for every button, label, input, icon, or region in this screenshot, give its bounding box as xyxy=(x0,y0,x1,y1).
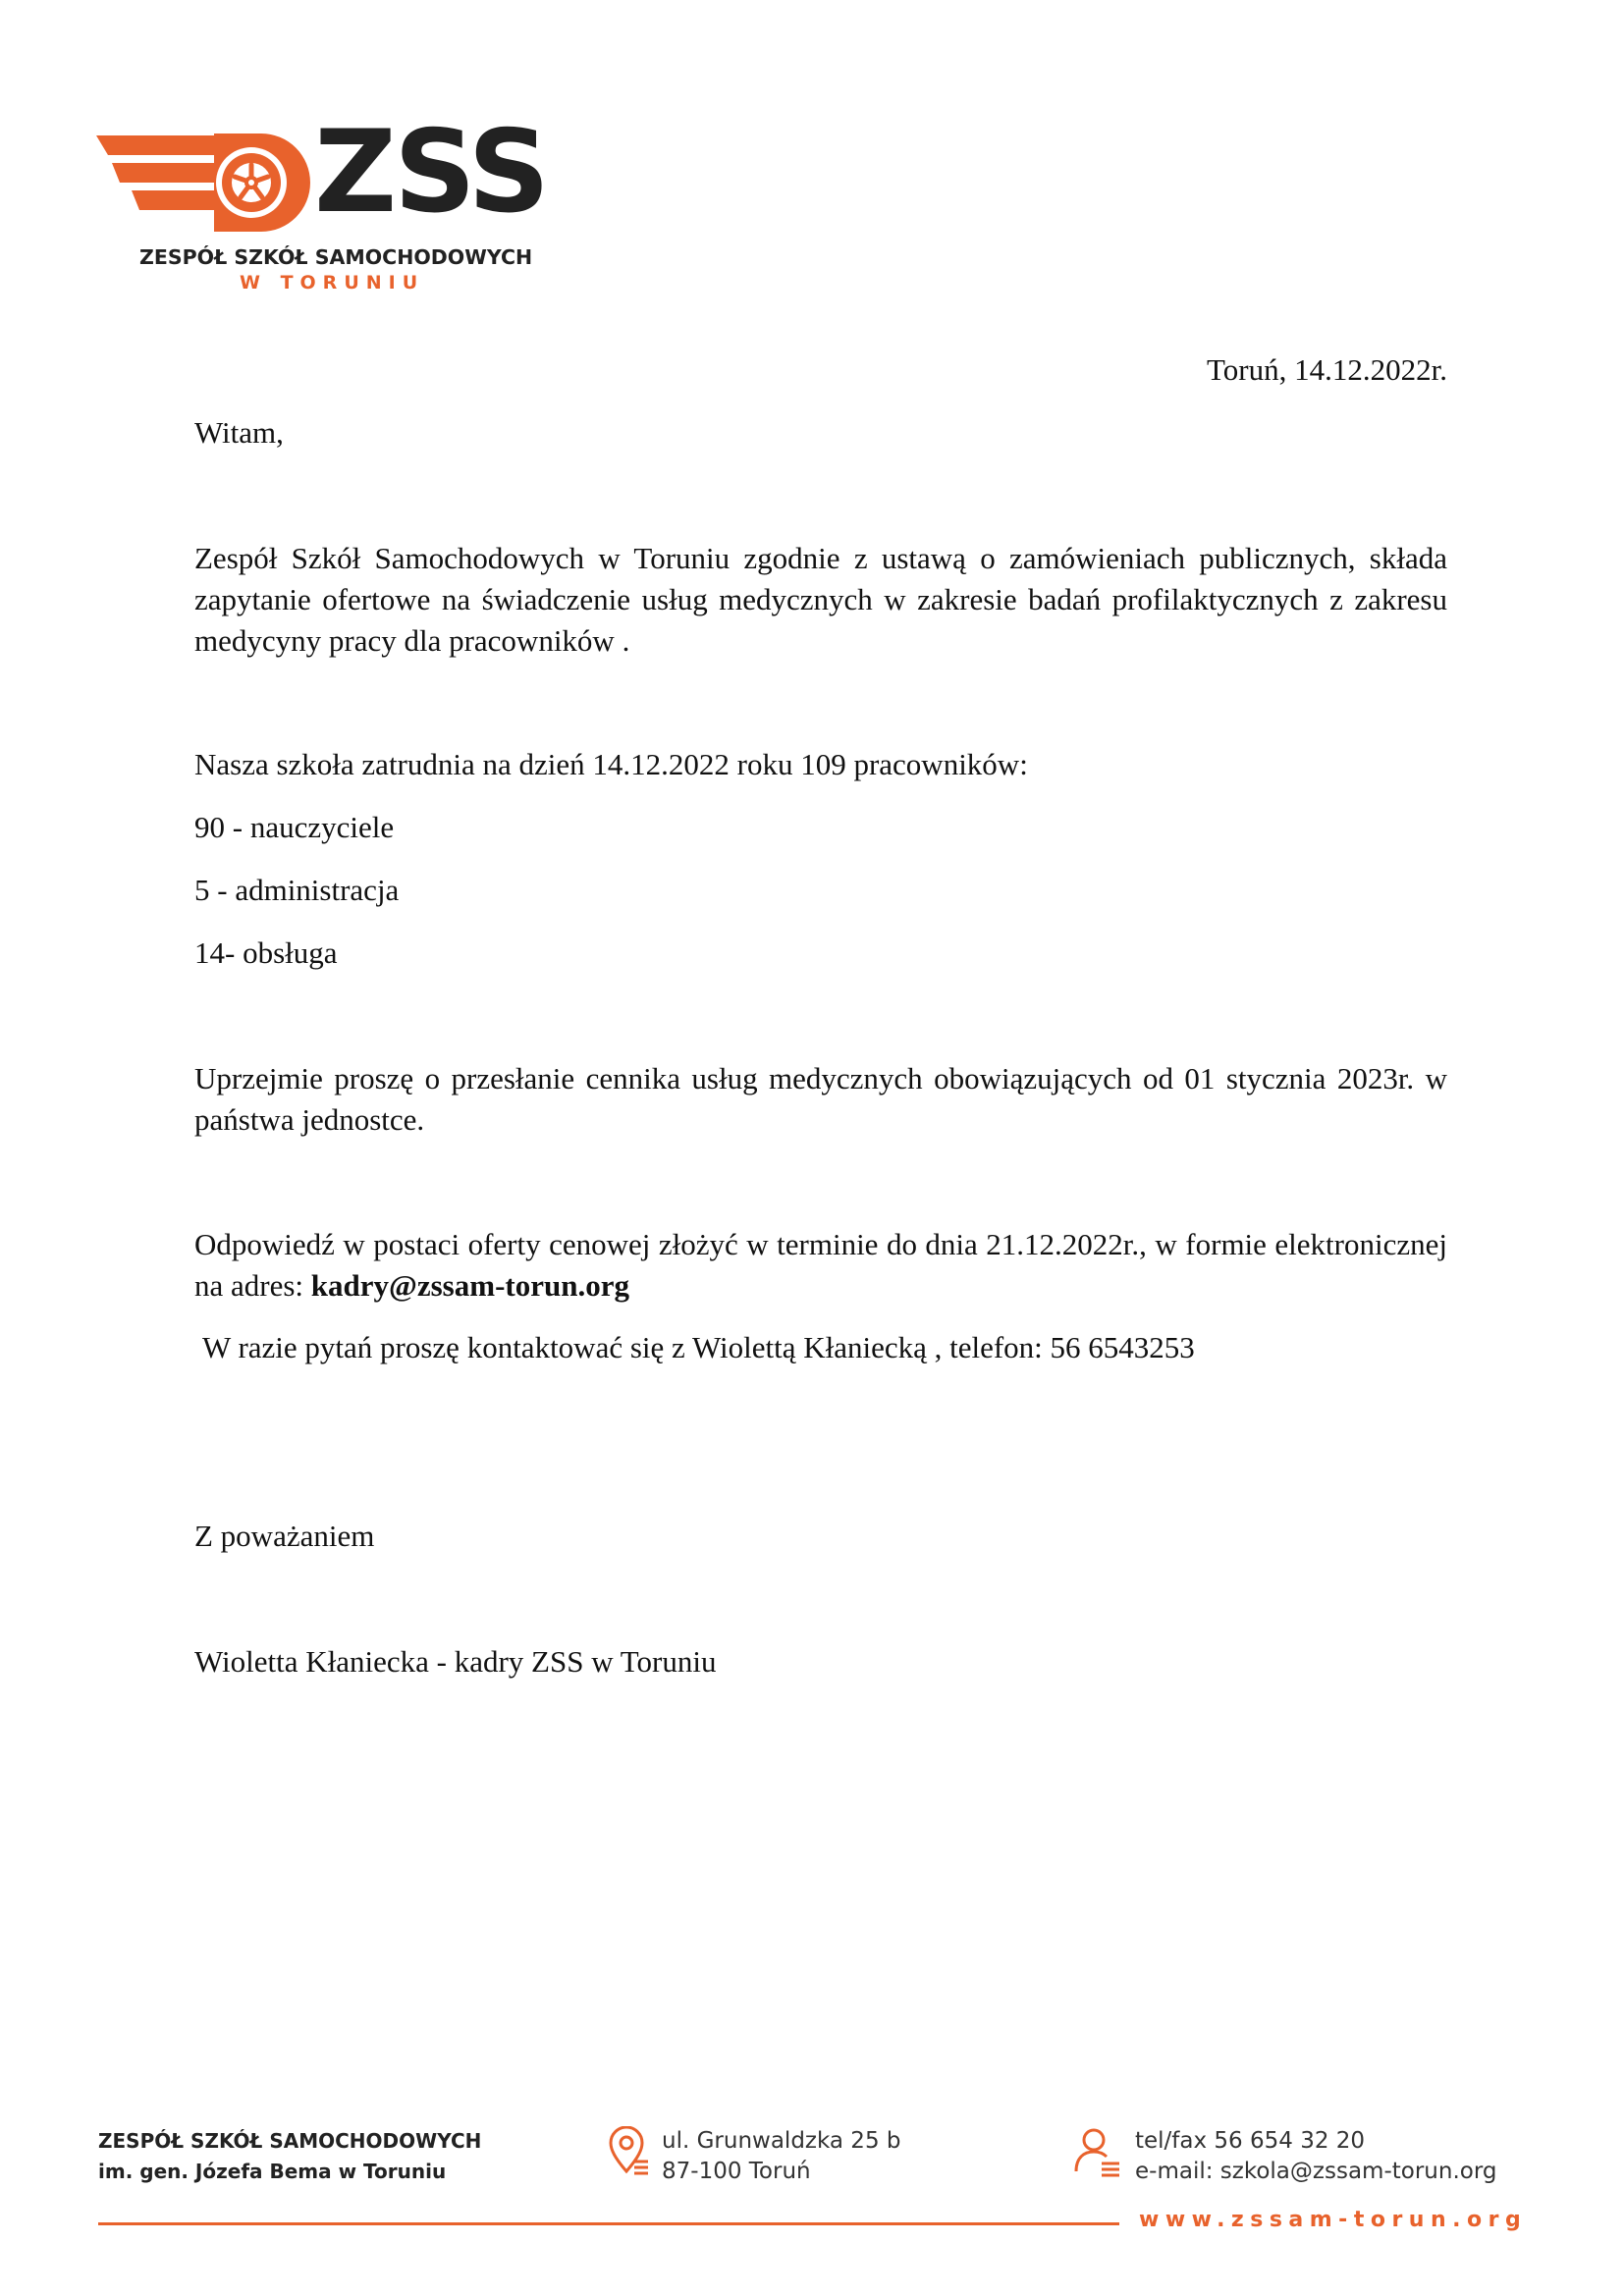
person-contact-icon xyxy=(1074,2126,1121,2177)
footer-school-name xyxy=(98,2126,481,2187)
footer-contact xyxy=(1135,2126,1496,2187)
paragraph-inquiry: Zespół Szkół Samochodowych w Toruniu zgodnie z ustawą o zamówieniach publicznych, składa zapytanie ofertowe na świadczenie usług medycznych w zakresie badań profilaktycznych z zakresu medycyny pracy dla pracowników . xyxy=(194,541,1447,658)
contact-info: W razie pytań proszę kontaktować się z Wiolettą Kłaniecką , telefon: 56 6543253 xyxy=(202,1330,1195,1364)
footer-address xyxy=(662,2126,901,2187)
employees-summary: Nasza szkoła zatrudnia na dzień 14.12.2022 roku 109 pracowników: xyxy=(194,747,1028,781)
paragraph-price-request: Uprzejmie proszę o przesłanie cennika usług medycznych obowiązujących od 01 stycznia 2023r. w państwa jednostce. xyxy=(194,1061,1447,1137)
response-instructions: Odpowiedź w postaci oferty cenowej złożyć w terminie do dnia 21.12.2022r., w formie elektronicznej na adres: xyxy=(194,1227,1447,1303)
signature: Wioletta Kłaniecka - kadry ZSS w Toruniu xyxy=(194,1644,717,1679)
letter-date: Toruń, 14.12.2022r. xyxy=(1207,352,1447,387)
closing: Z poważaniem xyxy=(194,1519,375,1553)
footer-email[interactable]: e-mail: szkola@zssam-torun.org xyxy=(1135,2159,1497,2184)
school-logo xyxy=(96,106,547,296)
footer-street: ul. Grunwaldzka 25 b xyxy=(662,2128,901,2154)
employee-group-administration: 5 - administracja xyxy=(194,873,400,907)
footer-divider xyxy=(98,2222,1119,2225)
logo-abbreviation: ZSS xyxy=(314,106,547,239)
location-pin-icon xyxy=(609,2126,650,2177)
paragraph-response-deadline xyxy=(194,1224,1447,1307)
logo-city: W TORUNIU xyxy=(240,272,425,294)
employee-group-service: 14- obsługa xyxy=(194,935,338,970)
footer-name-line1: ZESPÓŁ SZKÓŁ SAMOCHODOWYCH xyxy=(98,2129,482,2153)
footer-website-link[interactable]: www.zssam-torun.org xyxy=(1139,2208,1528,2232)
employee-group-teachers: 90 - nauczyciele xyxy=(194,810,395,844)
footer-postal-city: 87-100 Toruń xyxy=(662,2159,811,2184)
footer-phone: tel/fax 56 654 32 20 xyxy=(1135,2128,1366,2154)
greeting: Witam, xyxy=(194,415,284,450)
logo-school-name: ZESPÓŁ SZKÓŁ SAMOCHODOWYCH xyxy=(139,245,533,269)
footer-name-line2: im. gen. Józefa Bema w Toruniu xyxy=(98,2160,447,2183)
wheel-speed-icon xyxy=(96,130,322,238)
response-email-link[interactable]: kadry@zssam-torun.org xyxy=(310,1268,629,1303)
